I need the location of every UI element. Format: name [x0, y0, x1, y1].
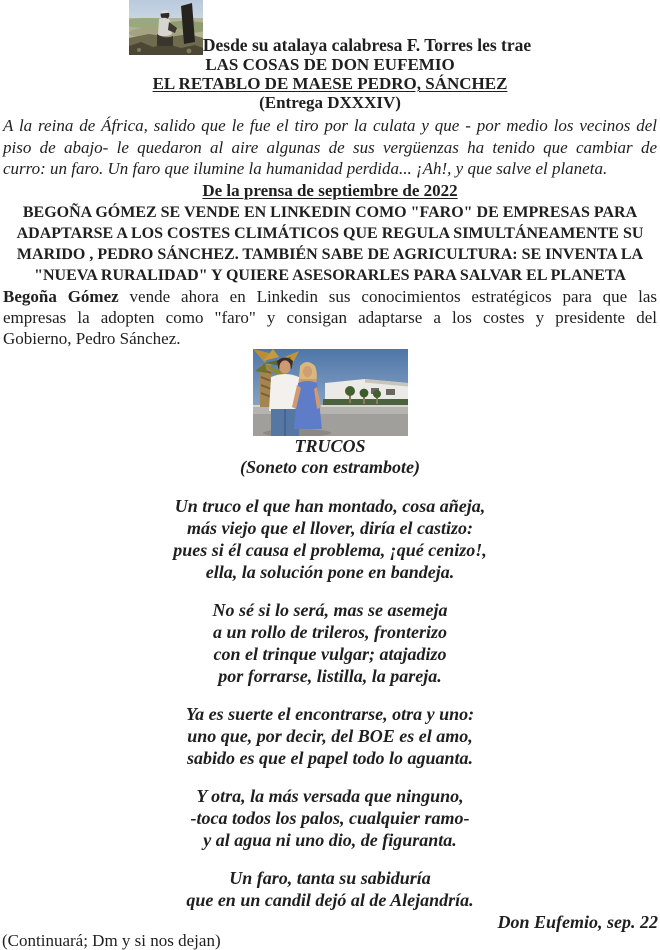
poem-line: Y otra, la más versada que ninguno,	[196, 785, 464, 806]
lead-line	[3, 286, 657, 307]
poem-line: Un faro, tanta su sabiduría	[229, 867, 431, 888]
press-section-heading: De la prensa de septiembre de 2022	[202, 180, 458, 200]
poem-line: pues si él causa el problema, ¡qué cenizo!,	[173, 539, 487, 560]
poem-line: a un rollo de trileros, fronterizo	[212, 621, 448, 642]
poem-line: -toca todos los palos, cualquier ramo-	[190, 807, 470, 828]
section-title: EL RETABLO DE MAESE PEDRO, SÁNCHEZ	[152, 74, 508, 93]
header-byline: Desde su atalaya calabresa F. Torres les trae	[202, 35, 532, 55]
poem-line: y al agua ni uno dio, de figuranta.	[203, 829, 457, 850]
headline-line: "NUEVA RURALIDAD" Y QUIERE ASESORARLES PARA SALVAR EL PLANETA	[34, 266, 626, 284]
lead-paragraph	[3, 286, 657, 349]
poem-body	[0, 495, 660, 911]
series-title: LAS COSAS DE DON EUFEMIO	[205, 55, 455, 74]
poem-stanza-2	[0, 599, 660, 687]
installment-number: (Entrega DXXXIV)	[259, 93, 401, 112]
poem-stanza-3	[0, 703, 660, 769]
poem-line: Un truco el que han montado, cosa añeja,	[174, 495, 486, 516]
intro-line: piso de abajo- le quedaron al aire algunas de sus vergüenzas ha tenido que cambiar de	[3, 137, 657, 157]
poem-line: uno que, por decir, del BOE es el amo,	[187, 725, 473, 746]
footer-note: (Continuará; Dm y si nos dejan)	[2, 930, 221, 950]
intro-paragraph	[3, 115, 657, 180]
poem-line: Ya es suerte el encontrarse, otra y uno:	[185, 703, 475, 724]
poem-line: sabido es que el papel todo lo aguanta.	[186, 747, 473, 768]
press-headline	[0, 202, 660, 286]
lead-line1-rest: vende ahora en Linkedin sus conocimientos estratégicos para que las	[118, 286, 657, 306]
poem-stanza-1	[0, 495, 660, 583]
poem-stanza-5	[0, 867, 660, 911]
poem-stanza-4	[0, 785, 660, 851]
intro-line: curro: un faro. Un faro que ilumine la humanidad perdida... ¡Ah!, y que salve el planeta.	[3, 159, 608, 178]
author-signature: Don Eufemio, sep. 22	[497, 911, 658, 932]
poem-title: TRUCOS	[294, 435, 366, 456]
poem-line: por forrarse, listilla, la pareja.	[218, 665, 442, 686]
headline-line: ADAPTARSE A LOS COSTES CLIMÁTICOS QUE REGULA SIMULTÁNEAMENTE SU	[16, 224, 644, 242]
poem-line: No sé si lo será, mas se asemeja	[212, 599, 448, 620]
intro-line: A la reina de África, salido que le fue el tiro por la culata y que - por medio los vecinos del	[3, 116, 657, 135]
atalaya-photo	[129, 0, 203, 55]
lead-line: empresas la adopten como "faro" y consigan adaptarse a los costes y presidente del	[3, 307, 657, 327]
headline-line: MARIDO , PEDRO SÁNCHEZ. TAMBIÉN SABE DE AGRICULTURA: SE INVENTA LA	[16, 245, 644, 263]
poem-line: que en un candil dejó al de Alejandría.	[186, 889, 474, 910]
poem-line: más viejo que el llover, diría el castizo:	[187, 517, 473, 538]
lead-bold-name: Begoña Gómez	[3, 286, 119, 306]
lead-line: Gobierno, Pedro Sánchez.	[3, 328, 181, 348]
poem-subtitle: (Soneto con estrambote)	[240, 456, 420, 477]
poem-line: con el trinque vulgar; atajadizo	[213, 643, 447, 664]
headline-line: BEGOÑA GÓMEZ SE VENDE EN LINKEDIN COMO "FARO" DE EMPRESAS PARA	[22, 203, 638, 221]
couple-photo	[253, 349, 408, 436]
poem-line: ella, la solución pone en bandeja.	[205, 561, 455, 582]
header-byline-row	[0, 0, 660, 55]
